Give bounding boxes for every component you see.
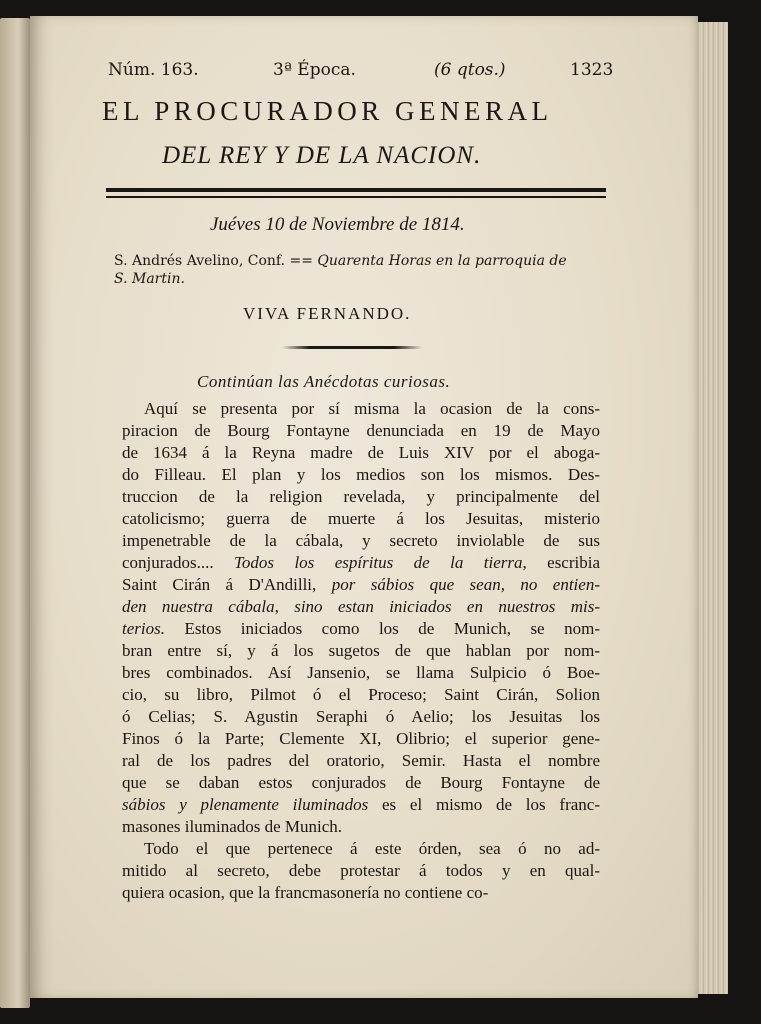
page-header xyxy=(108,56,618,86)
body-line: Aquí se presenta por sí misma la ocasion de la cons- xyxy=(144,399,600,418)
body-line: den nuestra cábala, sino estan iniciados en nuestros mis- xyxy=(122,597,600,616)
ornamental-rule xyxy=(282,346,422,349)
saints-roman-text: S. Andrés Avelino, Conf. == xyxy=(114,253,313,269)
masthead-rule-thick xyxy=(106,188,606,192)
masthead-title: EL PROCURADOR GENERAL xyxy=(102,96,553,126)
facing-page-edge xyxy=(0,18,30,1008)
newspaper-page xyxy=(30,16,698,998)
viva-heading: VIVA FERNANDO. xyxy=(243,304,412,323)
body-line: impenetrable de la cábala, y secreto inviolable de sus xyxy=(122,531,600,550)
body-line: Finos ó la Parte; Clemente XI, Olibrio; el superior gene- xyxy=(122,729,600,748)
body-line: bres combinados. Así Jansenio, se llama Sulpicio ó Boe- xyxy=(122,663,600,682)
body-line: ó Celias; S. Agustin Seraphi ó Aelio; los Jesuitas los xyxy=(122,707,600,726)
body-line: mitido al secreto, debe protestar á todos y en qual- xyxy=(122,861,600,880)
body-line: quiera ocasion, que la francmasonería no contiene co- xyxy=(122,883,489,902)
body-line: truccion de la religion revelada, y principalmente del xyxy=(122,487,600,506)
body-line: catolicismo; guerra de muerte á los Jesuitas, misterio xyxy=(122,509,600,528)
body-line: terios. Estos iniciados como los de Munich, se nom- xyxy=(122,619,600,638)
body-line: cio, su libro, Pilmot ó el Proceso; Saint Cirán, Solion xyxy=(122,685,600,704)
body-line: Todo el que pertenece á este órden, sea ó no ad- xyxy=(144,839,600,858)
body-line: que se daban estos conjurados de Bourg Fontayne de xyxy=(122,773,600,792)
issue-number: Núm. 163. xyxy=(108,60,199,80)
body-line: do Filleau. El plan y los medios son los mismos. Des- xyxy=(122,465,600,484)
body-line: masones iluminados de Munich. xyxy=(122,817,343,836)
epoch-label: 3ª Época. xyxy=(273,60,356,80)
body-line: Saint Cirán á D'Andilli, por sábios que sean, no entien- xyxy=(122,575,600,594)
body-line: de 1634 á la Reyna madre de Luis XIV por el aboga- xyxy=(122,443,600,462)
body-line: sábios y plenamente iluminados es el mismo de los franc- xyxy=(122,795,600,814)
article-title: Continúan las Anécdotas curiosas. xyxy=(197,372,451,391)
saints-italic-text: Quarenta Horas en la parroquia de xyxy=(317,253,567,269)
saints-of-day xyxy=(114,252,614,288)
body-line: bran entre sí, y á los sugetos de que hablan por nom- xyxy=(122,641,600,660)
body-line: piracion de Bourg Fontayne denunciada en 19 de Mayo xyxy=(122,421,600,440)
masthead-subtitle: DEL REY Y DE LA NACION. xyxy=(162,142,482,169)
issue-date: Juéves 10 de Noviembre de 1814. xyxy=(210,214,465,235)
body-line: ral de los padres del oratorio, Semir. Hasta el nombre xyxy=(122,751,600,770)
quarters-label: (6 qtos.) xyxy=(434,60,506,80)
masthead-rule-thin xyxy=(106,196,606,198)
body-line: conjurados.... Todos los espíritus de la tierra, escribia xyxy=(122,553,601,572)
page-number: 1323 xyxy=(570,60,614,80)
saints-italic-line2: S. Martin. xyxy=(114,271,185,287)
